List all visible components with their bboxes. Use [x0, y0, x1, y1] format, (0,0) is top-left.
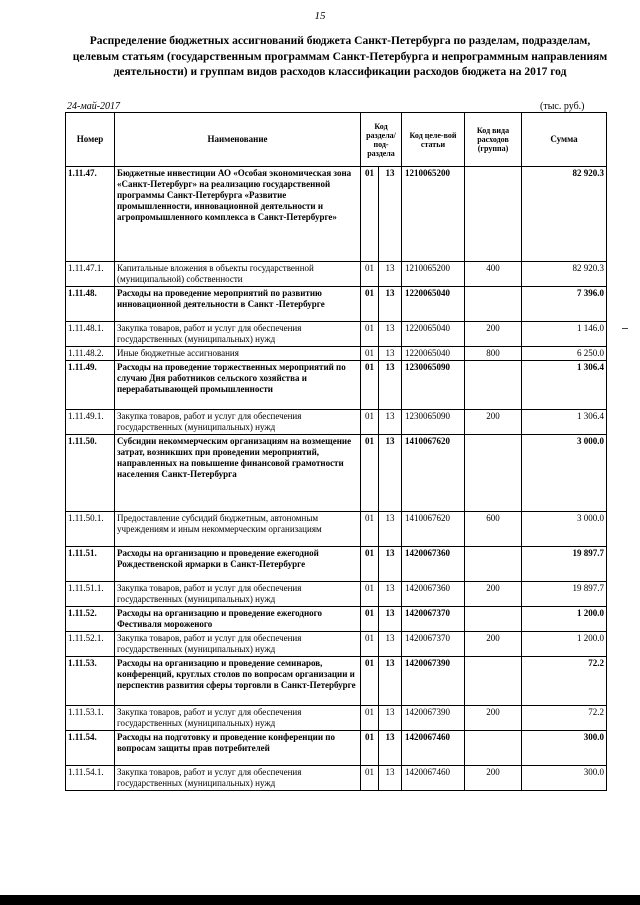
row-expense-type: 200: [465, 582, 522, 607]
row-name: Расходы на проведение торжественных мероприятий по случаю Дня работников сельского хозяйства и перерабатывающей промышленности: [115, 361, 361, 410]
row-sum: 7 396.0: [522, 287, 607, 322]
row-target-code: 1420067390: [402, 657, 465, 706]
row-name: Расходы на организацию и проведение семинаров, конференций, круглых столов по вопросам организации и перспектив развития сферы торговли в Санкт-Петербурге: [115, 657, 361, 706]
row-target-code: 1220065040: [402, 322, 465, 347]
row-sum: 82 920.3: [522, 167, 607, 262]
row-sum: 1 306.4: [522, 361, 607, 410]
row-expense-type: 200: [465, 706, 522, 731]
row-number: 1.11.51.1.: [66, 582, 115, 607]
row-subsection: 13: [379, 766, 402, 791]
row-name: Расходы на подготовку и проведение конференции по вопросам защиты прав потребителей: [115, 731, 361, 766]
header-section-code: Код раздела/ под-раздела: [361, 113, 402, 167]
row-expense-type: [465, 657, 522, 706]
table-row: [66, 731, 607, 766]
row-number: 1.11.53.1.: [66, 706, 115, 731]
row-sum: 3 000.0: [522, 512, 607, 547]
document-title: Распределение бюджетных ассигнований бюджета Санкт-Петербурга по разделам, подразделам, целевым статьям (государственным программам Санкт-Петербурга и непрограммным направлениям деятельности) и группам видов расходов классификации расходов бюджета на 2017 год: [72, 35, 608, 78]
table-row: [66, 262, 607, 287]
row-section: 01: [361, 167, 379, 262]
row-subsection: 13: [379, 632, 402, 657]
row-expense-type: 200: [465, 322, 522, 347]
row-sum: 3 000.0: [522, 435, 607, 512]
row-target-code: 1210065200: [402, 262, 465, 287]
row-number: 1.11.52.1.: [66, 632, 115, 657]
row-expense-type: 600: [465, 512, 522, 547]
row-section: 01: [361, 706, 379, 731]
row-section: 01: [361, 287, 379, 322]
row-subsection: 13: [379, 347, 402, 361]
row-expense-type: [465, 607, 522, 632]
row-number: 1.11.54.: [66, 731, 115, 766]
row-number: 1.11.49.: [66, 361, 115, 410]
row-name: Закупка товаров, работ и услуг для обеспечения государственных (муниципальных) нужд: [115, 706, 361, 731]
document-date: 24-май-2017: [67, 101, 121, 112]
row-name: Капитальные вложения в объекты государственной (муниципальной) собственности: [115, 262, 361, 287]
row-target-code: 1420067370: [402, 632, 465, 657]
scan-mark: [622, 328, 628, 329]
row-target-code: 1210065200: [402, 167, 465, 262]
header-number: Номер: [66, 113, 115, 167]
row-target-code: 1220065040: [402, 347, 465, 361]
row-target-code: 1230065090: [402, 361, 465, 410]
row-sum: 1 306.4: [522, 410, 607, 435]
row-sum: 19 897.7: [522, 547, 607, 582]
row-section: 01: [361, 262, 379, 287]
row-name: Иные бюджетные ассигнования: [115, 347, 361, 361]
row-subsection: 13: [379, 435, 402, 512]
row-number: 1.11.51.: [66, 547, 115, 582]
row-name: Закупка товаров, работ и услуг для обеспечения государственных (муниципальных) нужд: [115, 582, 361, 607]
row-number: 1.11.48.2.: [66, 347, 115, 361]
table-row: [66, 706, 607, 731]
row-name: Закупка товаров, работ и услуг для обеспечения государственных (муниципальных) нужд: [115, 632, 361, 657]
budget-table: [65, 112, 607, 791]
row-section: 01: [361, 547, 379, 582]
table-row: [66, 410, 607, 435]
row-expense-type: [465, 547, 522, 582]
row-name: Закупка товаров, работ и услуг для обеспечения государственных (муниципальных) нужд: [115, 410, 361, 435]
row-number: 1.11.47.: [66, 167, 115, 262]
table-body: [66, 167, 607, 791]
row-section: 01: [361, 347, 379, 361]
row-section: 01: [361, 766, 379, 791]
row-subsection: 13: [379, 361, 402, 410]
table-row: [66, 657, 607, 706]
row-number: 1.11.53.: [66, 657, 115, 706]
table-row: [66, 582, 607, 607]
table-row: [66, 361, 607, 410]
row-target-code: 1420067460: [402, 731, 465, 766]
row-section: 01: [361, 657, 379, 706]
row-number: 1.11.50.: [66, 435, 115, 512]
row-target-code: 1230065090: [402, 410, 465, 435]
row-subsection: 13: [379, 657, 402, 706]
row-target-code: 1220065040: [402, 287, 465, 322]
table-row: [66, 322, 607, 347]
row-section: 01: [361, 632, 379, 657]
row-section: 01: [361, 607, 379, 632]
row-expense-type: 800: [465, 347, 522, 361]
row-number: 1.11.52.: [66, 607, 115, 632]
row-number: 1.11.54.1.: [66, 766, 115, 791]
row-expense-type: [465, 287, 522, 322]
row-name: Расходы на организацию и проведение ежегодной Рождественской ярмарки в Санкт-Петербурге: [115, 547, 361, 582]
row-sum: 19 897.7: [522, 582, 607, 607]
row-name: Расходы на организацию и проведение ежегодного Фестиваля мороженого: [115, 607, 361, 632]
row-name: Закупка товаров, работ и услуг для обеспечения государственных (муниципальных) нужд: [115, 766, 361, 791]
row-target-code: 1420067460: [402, 766, 465, 791]
header-sum: Сумма: [522, 113, 607, 167]
row-sum: 1 200.0: [522, 632, 607, 657]
row-sum: 82 920.3: [522, 262, 607, 287]
row-subsection: 13: [379, 731, 402, 766]
row-subsection: 13: [379, 322, 402, 347]
row-number: 1.11.49.1.: [66, 410, 115, 435]
row-sum: 300.0: [522, 766, 607, 791]
table-row: [66, 287, 607, 322]
row-expense-type: 200: [465, 632, 522, 657]
row-subsection: 13: [379, 167, 402, 262]
row-target-code: 1410067620: [402, 512, 465, 547]
row-number: 1.11.50.1.: [66, 512, 115, 547]
row-target-code: 1420067390: [402, 706, 465, 731]
table-row: [66, 167, 607, 262]
row-name: Предоставление субсидий бюджетным, автономным учреждениям и иным некоммерческим организациям: [115, 512, 361, 547]
row-expense-type: [465, 435, 522, 512]
row-sum: 6 250.0: [522, 347, 607, 361]
row-section: 01: [361, 435, 379, 512]
page-number: 15: [314, 10, 326, 22]
row-name: Закупка товаров, работ и услуг для обеспечения государственных (муниципальных) нужд: [115, 322, 361, 347]
row-expense-type: [465, 361, 522, 410]
row-expense-type: [465, 731, 522, 766]
table-row: [66, 347, 607, 361]
row-subsection: 13: [379, 512, 402, 547]
table-row: [66, 512, 607, 547]
row-expense-type: [465, 167, 522, 262]
row-name: Бюджетные инвестиции АО «Особая экономическая зона «Санкт-Петербург» на реализацию государственной программы Санкт-Петербурга «Развитие промышленности, инновационной деятельности и агропромышленного комплекса в Санкт-Петербурге»: [115, 167, 361, 262]
row-number: 1.11.47.1.: [66, 262, 115, 287]
row-sum: 1 200.0: [522, 607, 607, 632]
row-sum: 300.0: [522, 731, 607, 766]
row-section: 01: [361, 322, 379, 347]
row-subsection: 13: [379, 410, 402, 435]
row-section: 01: [361, 731, 379, 766]
table-row: [66, 632, 607, 657]
table-row: [66, 766, 607, 791]
row-target-code: 1420067370: [402, 607, 465, 632]
table-row: [66, 607, 607, 632]
row-subsection: 13: [379, 706, 402, 731]
row-section: 01: [361, 512, 379, 547]
row-number: 1.11.48.1.: [66, 322, 115, 347]
row-section: 01: [361, 361, 379, 410]
row-name: Расходы на проведение мероприятий по развитию инновационной деятельности в Санкт -Петербурге: [115, 287, 361, 322]
row-subsection: 13: [379, 547, 402, 582]
row-sum: 1 146.0: [522, 322, 607, 347]
row-section: 01: [361, 582, 379, 607]
row-target-code: 1410067620: [402, 435, 465, 512]
header-expense-type: Код вида расходов (группа): [465, 113, 522, 167]
row-expense-type: 400: [465, 262, 522, 287]
row-name: Субсидии некоммерческим организациям на возмещение затрат, возникших при проведении мероприятий, направленных на повышение финансовой грамотности населения Санкт-Петербурга: [115, 435, 361, 512]
row-subsection: 13: [379, 287, 402, 322]
row-subsection: 13: [379, 607, 402, 632]
row-sum: 72.2: [522, 706, 607, 731]
row-sum: 72.2: [522, 657, 607, 706]
row-subsection: 13: [379, 262, 402, 287]
row-expense-type: 200: [465, 766, 522, 791]
table-row: [66, 547, 607, 582]
row-expense-type: 200: [465, 410, 522, 435]
header-name: Наименование: [115, 113, 361, 167]
row-target-code: 1420067360: [402, 547, 465, 582]
row-subsection: 13: [379, 582, 402, 607]
unit-label: (тыс. руб.): [540, 101, 585, 112]
scan-bottom-edge: [0, 895, 640, 905]
table-row: [66, 435, 607, 512]
row-number: 1.11.48.: [66, 287, 115, 322]
row-section: 01: [361, 410, 379, 435]
header-target-code: Код целе-вой статьи: [402, 113, 465, 167]
row-target-code: 1420067360: [402, 582, 465, 607]
